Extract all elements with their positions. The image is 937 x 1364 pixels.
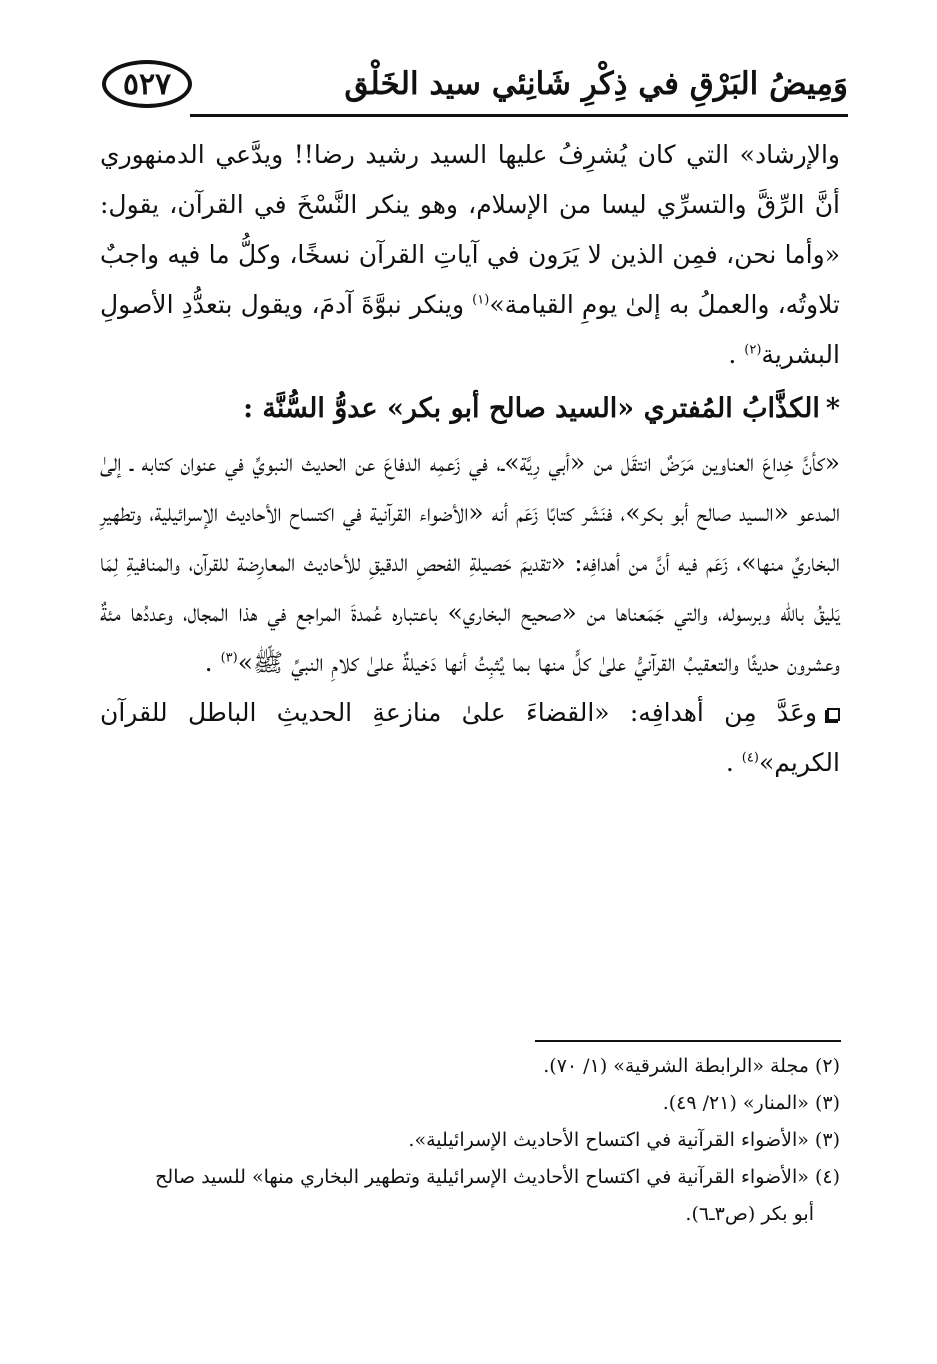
paragraph-2	[100, 438, 840, 688]
footnote-separator	[535, 1040, 841, 1042]
footnote-ref-2: (٢)	[744, 342, 762, 358]
footnote-item: (٣) «الأضواء القرآنية في اكتساح الأحاديث الإسرائيلية».	[408, 1129, 840, 1151]
section-heading	[100, 384, 840, 434]
star-icon: *	[825, 393, 840, 424]
footnote-item: (٤) «الأضواء القرآنية في اكتساح الأحاديث الإسرائيلية وتطهير البخاري منها» للسيد صالح	[155, 1166, 840, 1188]
box-bullet-icon	[827, 708, 840, 721]
footnotes	[100, 1048, 840, 1233]
paragraph-2-end: .	[204, 648, 221, 677]
section-heading-text: الكذَّابُ المُفتري «السيد صالح أبو بكر» عدوُّ السُّنَّة :	[243, 393, 820, 424]
paragraph-1-text-b: وينكر نبوَّةَ آدمَ، ويقول بتعدُّدِ الأصولِ البشرية	[100, 290, 840, 369]
paragraph-1	[100, 130, 840, 380]
footnote-ref-4: (٤)	[741, 750, 759, 766]
page-number-badge	[102, 60, 192, 108]
footnote-ref-3: (٣)	[220, 650, 238, 666]
footnote-item: (٣) «المنار» (٢١/ ٤٩).	[662, 1092, 840, 1114]
header-rule	[190, 114, 848, 117]
footnote-ref-1: (١)	[472, 292, 490, 308]
main-text	[100, 130, 840, 788]
paragraph-1-text: والإرشاد» التي كان يُشرِفُ عليها السيد رشيد رضا!! ويدَّعي الدمنهوري أنَّ الرِّقَّ والتسرِّي ليسا من الإسلام، وهو ينكر النَّسْخَ في القرآن، يقول: «وأما نحن، فمِن الذين لا يَرَون في آياتِ القرآن نسخًا، وكلُّ ما فيه واجبٌ تلاوتُه، والعملُ به إلىٰ يومِ القيامة»	[100, 140, 840, 319]
paragraph-3-end: .	[725, 748, 742, 777]
footnote-item-continuation: أبو بكر (ص٣ـ٦).	[685, 1203, 814, 1225]
footnote-item: (٢) مجلة «الرابطة الشرقية» (١/ ٧٠).	[543, 1055, 840, 1077]
page-header	[96, 52, 848, 122]
page-number: ٥٢٧	[122, 66, 172, 102]
paragraph-2-text: «كأنَّ خِداعَ العناوين مَرَضٌ انتقَل من «أبي رِيَّة»ـ، في زَعمِه الدفاعَ عن الحديث النبويِّ في عنوان كتابه ـ إلىٰ المدعو «السيد صالح أبو بكر»، فنَشَر كتابًا زَعَم أنه «الأضواء القرآنية في اكتساح الأحاديث الإسرائيلية، وتطهيرِ البخاريِّ منها»، زَعَم فيه أنَّ من أهدافِه: «تقديمَ حَصيلةِ الفحصِ الدقيقِ للأحاديث المعارِضة للقرآن، والمنافيةِ لِمَا يَليقُ باللّٰه وبرسوله، والتي جَمَعناها من «صحيح البخاري» باعتباره عُمدةَ المراجع في هذا المجال، وعددُها مئةٌ وعشرون حديثًا والتعقيبُ القرآنيُّ علىٰ كلٍّ منها بما يُثبِتُ أنها دَخيلةٌ علىٰ كلامِ النبيِّ ﷺ»	[100, 448, 841, 677]
paragraph-3-text: وعَدَّ مِن أهدافِه: «القضاءَ علىٰ منازعةِ الحديثِ الباطل للقرآن الكريم»	[100, 698, 840, 777]
running-title: وَمِيضُ البَرْقِ في ذِكْرِ شَانِئي سيد الخَلْق	[344, 66, 848, 102]
paragraph-1-end: .	[728, 340, 745, 369]
paragraph-3	[100, 688, 840, 788]
